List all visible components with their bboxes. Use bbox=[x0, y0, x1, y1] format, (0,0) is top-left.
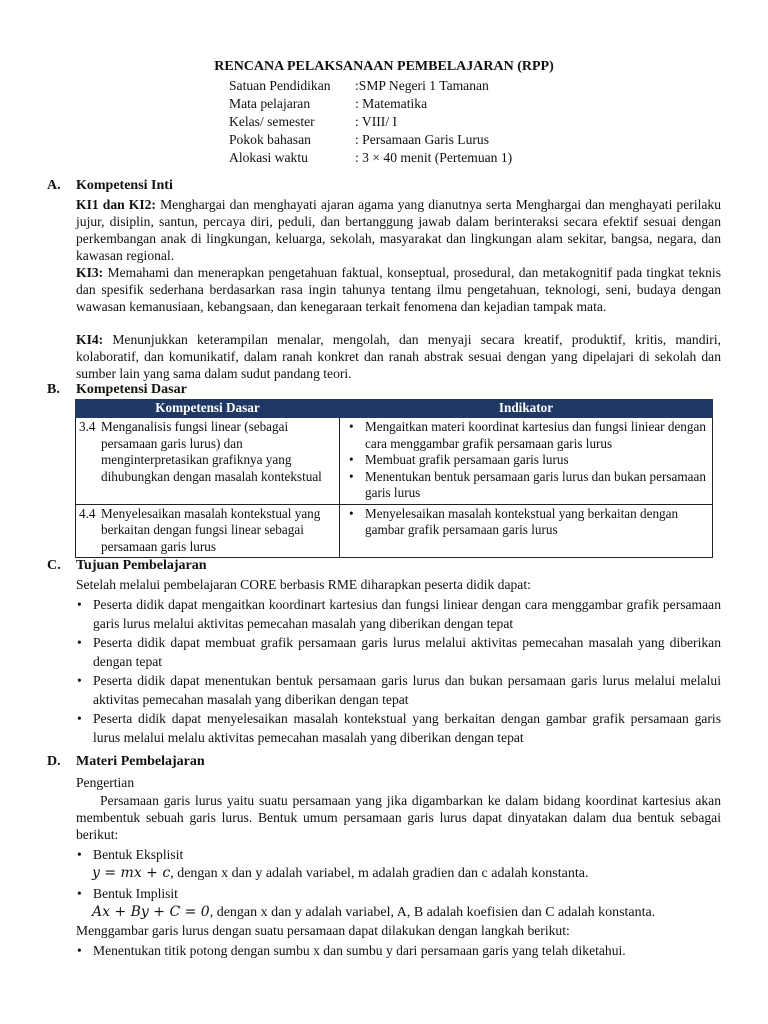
section-title: Tujuan Pembelajaran bbox=[76, 558, 207, 573]
meta-row bbox=[229, 149, 512, 167]
meta-value: : VIII/ I bbox=[355, 114, 398, 129]
list-item: • Peserta didik dapat menentukan bentuk persamaan garis lurus dan bukan persamaan garis lurus melalui melalui aktivitas pemecahan masalah yang diberikan dengan tepat bbox=[76, 671, 721, 709]
indicator-list bbox=[343, 419, 709, 502]
table-header-row bbox=[76, 400, 713, 418]
ki12-paragraph bbox=[76, 196, 721, 264]
table-row bbox=[76, 418, 713, 505]
implisit-bullet bbox=[76, 884, 721, 903]
indicator-cell bbox=[340, 504, 713, 558]
ki3-paragraph bbox=[76, 264, 721, 315]
ki12-text: Menghargai dan menghayati ajaran agama yang dianutnya serta Menghargai dan menghayati perilaku jujur, disiplin, santun, percaya diri, peduli, dan bertanggung jawab dalam berinteraksi secara efektif sesuai dengan perkembangan anak di lingkungan, keluarga, sekolah, masyarakat dan lingkungan alam sekitar, bangsa, negara, dan kawasan regional. bbox=[76, 197, 721, 263]
list-item: • Menentukan titik potong dengan sumbu x dan sumbu y dari persamaan garis yang telah diketahui. bbox=[76, 941, 721, 960]
section-title: Kompetensi Dasar bbox=[76, 382, 187, 397]
section-letter: C. bbox=[47, 558, 61, 573]
meta-key: Kelas/ semester bbox=[229, 114, 315, 129]
kd-cell bbox=[76, 418, 340, 505]
list-item: • Peserta didik dapat mengaitkan koordinart kartesius dan fungsi liniear dengan cara menggambar grafik persamaan garis lurus melalui aktivitas pemecahan masalah yang diberikan dengan tepat bbox=[76, 595, 721, 633]
section-letter: B. bbox=[47, 382, 60, 397]
meta-row bbox=[229, 113, 512, 131]
list-item: • Bentuk Implisit bbox=[76, 884, 721, 903]
implisit-formula: Ax + By + C = 0 bbox=[92, 904, 210, 920]
meta-key: Satuan Pendidikan bbox=[229, 78, 331, 93]
meta-row bbox=[229, 77, 512, 95]
indicator-cell bbox=[340, 418, 713, 505]
page-title: RENCANA PELAKSANAAN PEMBELAJARAN (RPP) bbox=[214, 59, 554, 74]
eksplisit-bullet bbox=[76, 845, 721, 864]
list-item: • Peserta didik dapat menyelesaikan masalah kontekstual yang berkaitan dengan gambar grafik persamaan garis lurus melalui melalu aktivitas pemecahan masalah yang diberikan dengan tepat bbox=[76, 709, 721, 747]
list-item: • Mengaitkan materi koordinat kartesius dan fungsi liniear dengan cara menggambar grafik persamaan garis lurus bbox=[343, 419, 709, 452]
table-header-indikator: Indikator bbox=[340, 400, 713, 418]
kd-cell bbox=[76, 504, 340, 558]
meta-value: : 3 × 40 menit (Pertemuan 1) bbox=[355, 150, 513, 165]
ki4-paragraph bbox=[76, 331, 721, 382]
implisit-description: , dengan x dan y adalah variabel, A, B adalah koefisien dan C adalah konstanta. bbox=[209, 905, 656, 920]
ki4-text: Menunjukkan keterampilan menalar, mengolah, dan menyaji secara kreatif, produktif, kritis, mandiri, kolaboratif, dan komunikatif, dalam ranah konkret dan ranah abstrak sesuai dengan yang dipelajari di sekolah dan sumber lain yang sama dalam sudut pandang teori. bbox=[76, 332, 721, 381]
eksplisit-description: , dengan x dan y adalah variabel, m adalah gradien dan c adalah konstanta. bbox=[170, 866, 589, 881]
steps-intro: Menggambar garis lurus dengan suatu persamaan dapat dilakukan dengan langkah berikut: bbox=[76, 923, 570, 938]
meta-key: Pokok bahasan bbox=[229, 132, 311, 147]
meta-key: Mata pelajaran bbox=[229, 96, 311, 111]
material-paragraph: Persamaan garis lurus yaitu suatu persamaan yang jika digambarkan ke dalam bidang koordinat kartesius akan membentuk sebuah garis lurus. Bentuk umum persamaan garis lurus dapat dinyatakan dalam dua bentuk sebagai berikut: bbox=[76, 793, 721, 842]
section-a-heading bbox=[47, 177, 173, 194]
ki4-label: KI4: bbox=[76, 332, 104, 347]
section-b-heading bbox=[47, 381, 187, 398]
objectives-list bbox=[76, 595, 721, 747]
meta-key: Alokasi waktu bbox=[229, 150, 308, 165]
section-title: Materi Pembelajaran bbox=[76, 754, 205, 769]
meta-value: : Persamaan Garis Lurus bbox=[355, 132, 490, 147]
list-item: • Menyelesaikan masalah kontekstual yang berkaitan dengan gambar grafik persamaan garis lurus bbox=[343, 506, 709, 539]
competency-table bbox=[75, 399, 713, 558]
section-d-heading bbox=[47, 753, 205, 770]
objectives-intro: Setelah melalui pembelajaran CORE berbasis RME diharapkan peserta didik dapat: bbox=[76, 577, 531, 592]
eksplisit-formula-line bbox=[92, 865, 588, 882]
list-item: • Menentukan bentuk persamaan garis lurus dan bukan persamaan garis lurus bbox=[343, 469, 709, 502]
ki12-label: KI1 dan KI2: bbox=[76, 197, 156, 212]
table-header-kd: Kompetensi Dasar bbox=[76, 400, 340, 418]
steps-list bbox=[76, 941, 721, 960]
list-item: • Membuat grafik persamaan garis lurus bbox=[343, 452, 709, 469]
section-title: Kompetensi Inti bbox=[76, 178, 173, 193]
material-subtitle: Pengertian bbox=[76, 775, 135, 790]
meta-value: :SMP Negeri 1 Tamanan bbox=[355, 78, 489, 93]
meta-row bbox=[229, 131, 512, 149]
ki3-label: KI3: bbox=[76, 265, 104, 280]
section-letter: D. bbox=[47, 754, 61, 769]
kd-text: Menganalisis fungsi linear (sebagai persamaan garis lurus) dan menginterpretasikan grafiknya yang dihubungkan dengan masalah kontekstual bbox=[101, 419, 322, 484]
eksplisit-formula: y = mx + c bbox=[92, 865, 171, 881]
section-c-heading bbox=[47, 557, 207, 574]
kd-number: 3.4 bbox=[79, 419, 96, 434]
meta-row bbox=[229, 95, 512, 113]
identity-block bbox=[229, 77, 512, 167]
list-item: • Peserta didik dapat membuat grafik persamaan garis lurus melalui aktivitas pemecahan masalah yang diberikan dengan tepat bbox=[76, 633, 721, 671]
indicator-list bbox=[343, 506, 709, 539]
list-item: • Bentuk Eksplisit bbox=[76, 845, 721, 864]
table-row bbox=[76, 504, 713, 558]
ki3-text: Memahami dan menerapkan pengetahuan faktual, konseptual, prosedural, dan metakognitif pada tingkat teknis dan spesifik sederhana berdasarkan rasa ingin tahunya tentang ilmu pengetahuan, teknologi, seni, budaya dengan wawasan kemanusiaan, kebangsaan, dan kenegaraan terkait fenomena dan kejadian tampak mata. bbox=[76, 265, 721, 314]
kd-text: Menyelesaikan masalah kontekstual yang berkaitan dengan fungsi linear sebagai persamaan garis lurus bbox=[101, 505, 321, 554]
kd-number: 4.4 bbox=[79, 505, 96, 521]
implisit-formula-line bbox=[92, 904, 655, 921]
section-letter: A. bbox=[47, 178, 61, 193]
meta-value: : Matematika bbox=[355, 96, 428, 111]
